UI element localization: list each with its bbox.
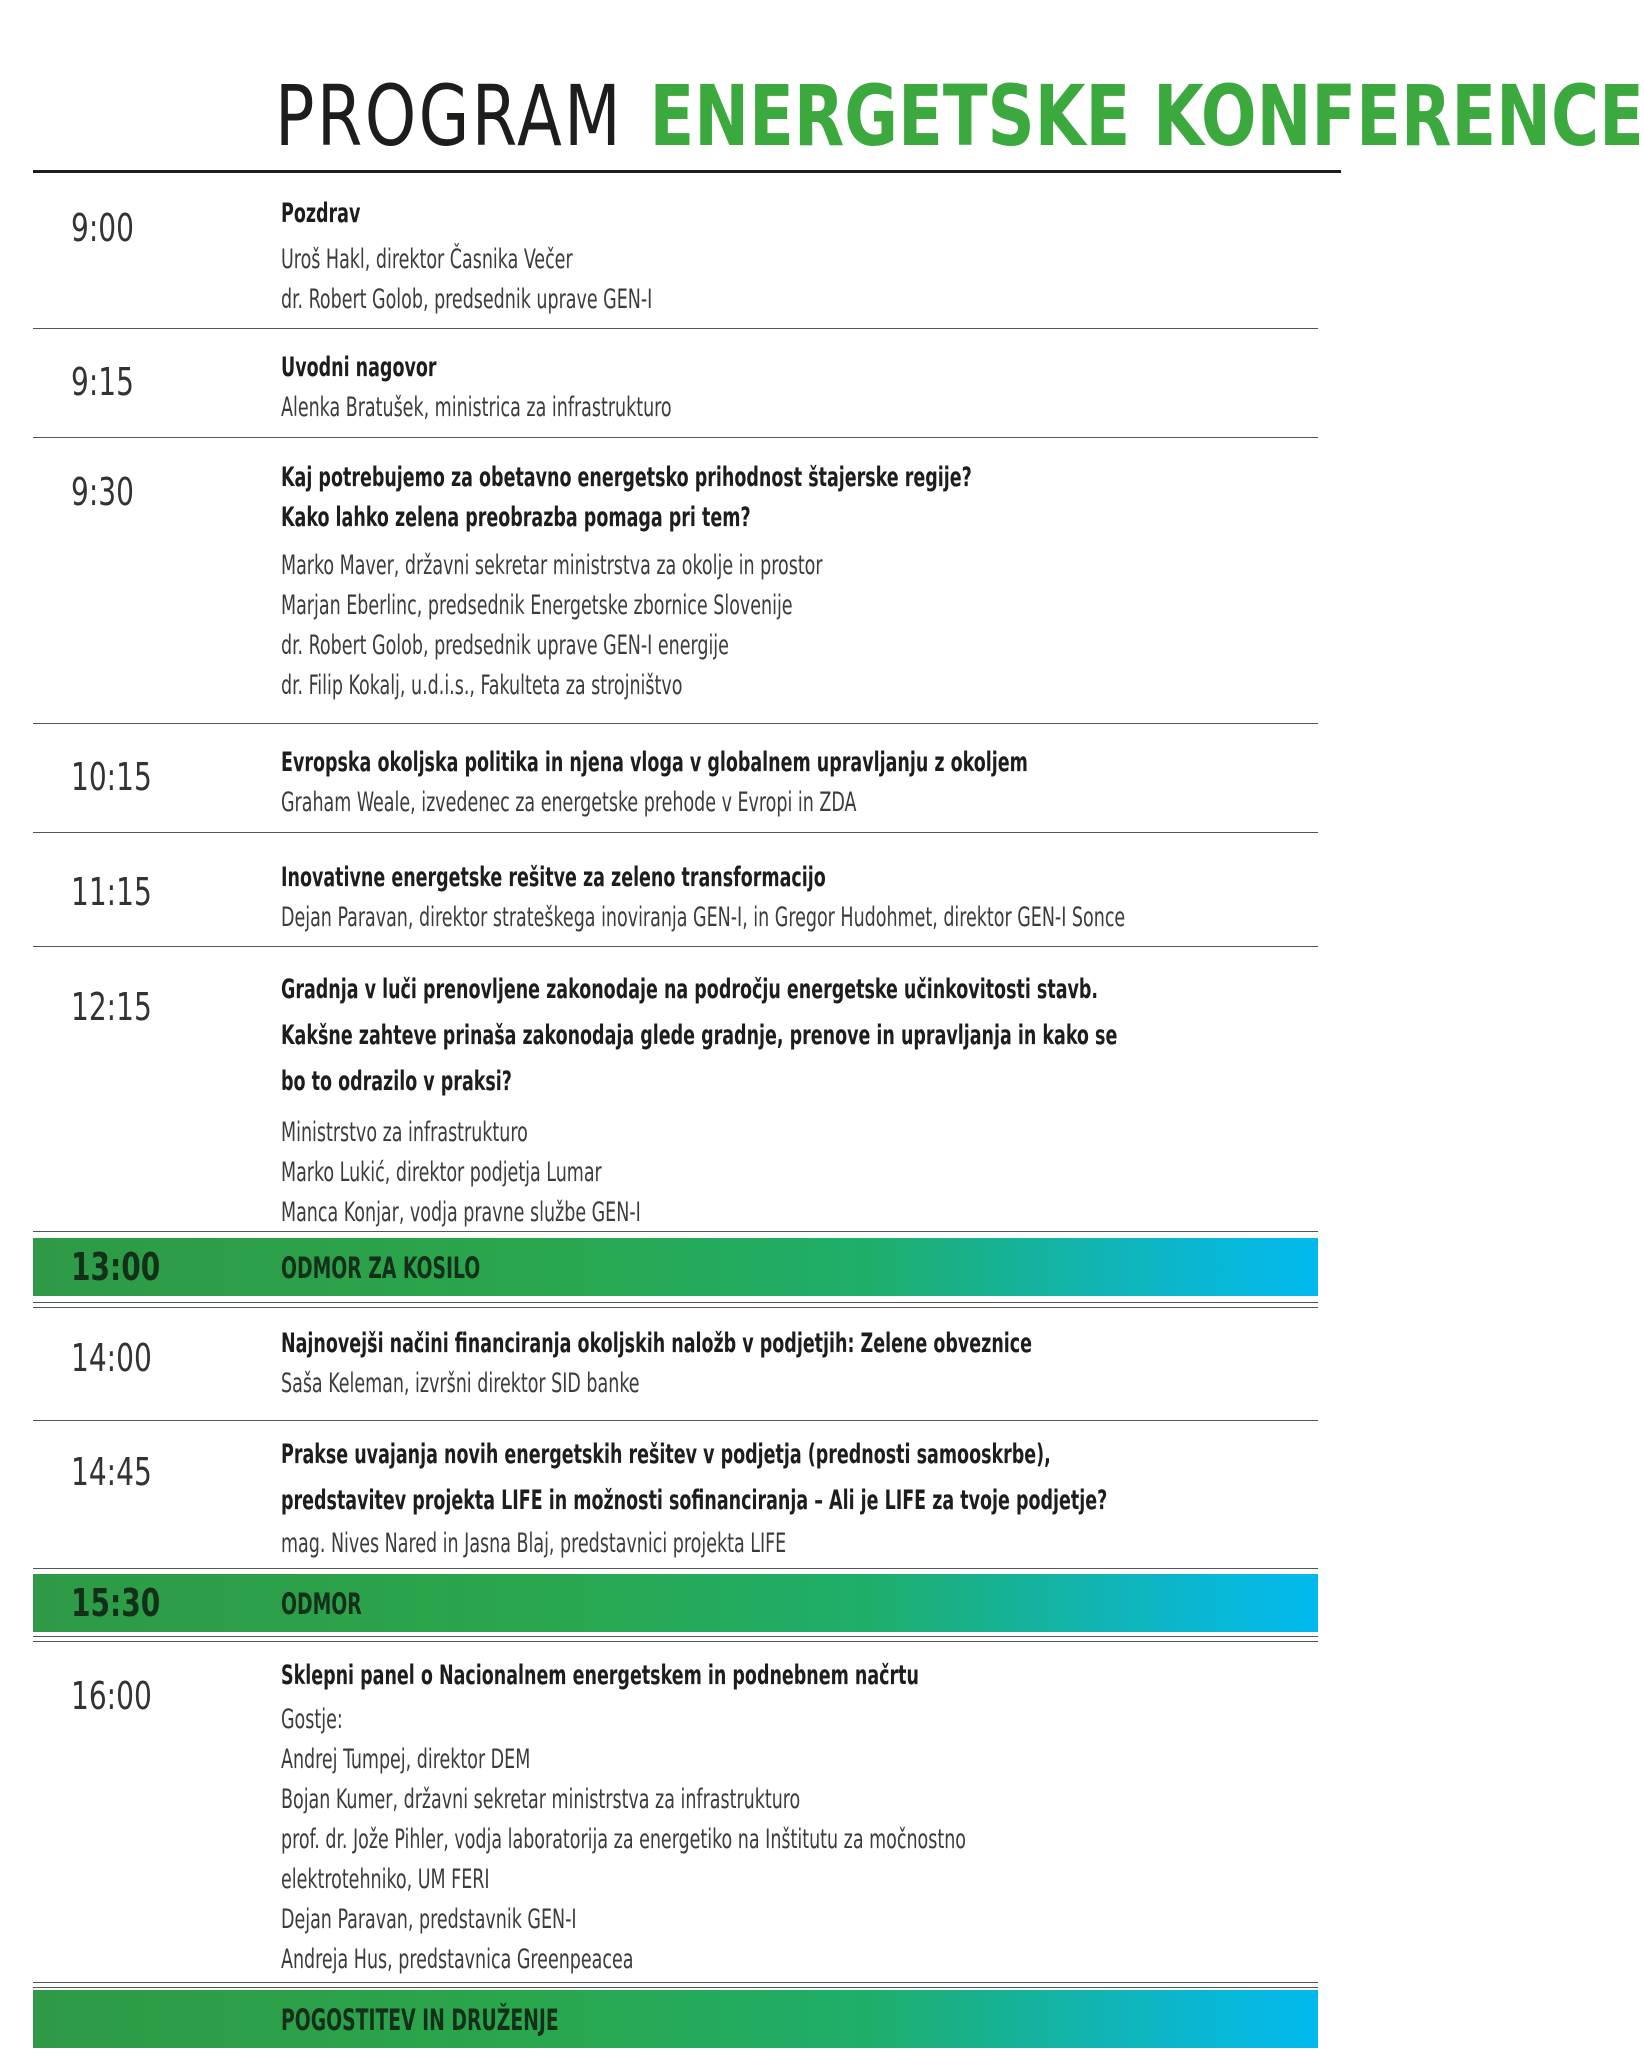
time-label: 16:00 [71, 1674, 152, 1718]
speaker-line: Bojan Kumer, državni sekretar ministrstva za infrastrukturo [281, 1784, 801, 1815]
page-title [275, 68, 1644, 164]
row-divider [33, 1982, 1318, 1988]
time-label: 9:00 [71, 206, 134, 250]
session-title: Uvodni nagovor [281, 352, 437, 383]
break-band-pause [33, 1574, 1318, 1632]
row-divider [33, 1420, 1318, 1421]
row-divider [33, 1302, 1318, 1308]
session-content [281, 1656, 1351, 1980]
session-title: Inovativne energetske rešitve za zeleno transformacijo [281, 862, 826, 893]
time-label: 9:30 [71, 470, 134, 514]
speaker-line: elektrotehniko, UM FERI [281, 1864, 490, 1895]
speaker-line: Alenka Bratušek, ministrica za infrastrukturo [281, 392, 672, 423]
break-time: 15:30 [71, 1581, 161, 1625]
speaker-line: Uroš Hakl, direktor Časnika Večer [281, 244, 573, 275]
title-word-program: PROGRAM [275, 67, 623, 165]
session-title: Sklepni panel o Nacionalnem energetskem in podnebnem načrtu [281, 1660, 919, 1691]
row-divider [33, 723, 1318, 724]
time-label: 10:15 [71, 755, 152, 799]
speaker-line: mag. Nives Nared in Jasna Blaj, predstavnici projekta LIFE [281, 1528, 787, 1559]
session-content [281, 1432, 1351, 1564]
break-time: 13:00 [71, 1245, 161, 1289]
time-label: 12:15 [71, 985, 152, 1029]
time-label: 11:15 [71, 870, 152, 914]
title-word-conference: ENERGETSKE KONFERENCE [649, 67, 1644, 165]
time-label: 14:45 [71, 1450, 152, 1494]
session-title: Gradnja v luči prenovljene zakonodaje na področju energetske učinkovitosti stavb. [281, 974, 1099, 1005]
session-title: Kako lahko zelena preobrazba pomaga pri tem? [281, 502, 751, 533]
break-band-lunch [33, 1238, 1318, 1296]
row-divider [33, 1568, 1318, 1569]
speaker-line: dr. Robert Golob, predsednik uprave GEN-I energije [281, 630, 729, 661]
speaker-line: Marko Maver, državni sekretar ministrstva za okolje in prostor [281, 550, 823, 581]
session-content [281, 348, 1351, 428]
break-label: POGOSTITEV IN DRUŽENJE [281, 2003, 559, 2037]
header-rule [33, 170, 1341, 173]
speaker-line: prof. dr. Jože Pihler, vodja laboratorija za energetiko na Inštitutu za močnostno [281, 1824, 967, 1855]
speaker-line: Saša Keleman, izvršni direktor SID banke [281, 1368, 640, 1399]
row-divider [33, 832, 1318, 833]
session-content [281, 858, 1351, 938]
row-divider [33, 328, 1318, 329]
speaker-line: Dejan Paravan, direktor strateškega inoviranja GEN-I, in Gregor Hudohmet, direktor GEN-I Sonce [281, 902, 1126, 933]
session-title: Kakšne zahteve prinaša zakonodaja glede gradnje, prenove in upravljanja in kako se [281, 1020, 1118, 1051]
speaker-line: Manca Konjar, vodja pravne službe GEN-I [281, 1197, 641, 1228]
break-band-reception [33, 1990, 1318, 2048]
row-divider [33, 1636, 1318, 1642]
speaker-line: Andreja Hus, predstavnica Greenpeacea [281, 1944, 634, 1975]
session-title: Evropska okoljska politika in njena vloga v globalnem upravljanju z okoljem [281, 747, 1028, 778]
speaker-line: Marko Lukić, direktor podjetja Lumar [281, 1157, 602, 1188]
row-divider [33, 1231, 1318, 1232]
session-content [281, 458, 1351, 706]
session-title: Najnovejši načini financiranja okoljskih naložb v podjetjih: Zelene obveznice [281, 1328, 1033, 1359]
session-title: bo to odrazilo v praksi? [281, 1066, 512, 1097]
speaker-line: dr. Filip Kokalj, u.d.i.s., Fakulteta za strojništvo [281, 670, 683, 701]
speaker-line: Ministrstvo za infrastrukturo [281, 1117, 528, 1148]
speaker-line: Gostje: [281, 1704, 343, 1735]
time-label: 9:15 [71, 360, 134, 404]
session-title: Pozdrav [281, 198, 361, 229]
speaker-line: dr. Robert Golob, predsednik uprave GEN-I [281, 284, 653, 315]
session-content [281, 1324, 1351, 1404]
page-header [0, 0, 1644, 172]
row-divider [33, 946, 1318, 947]
speaker-line: Dejan Paravan, predstavnik GEN-I [281, 1904, 577, 1935]
speaker-line: Graham Weale, izvedenec za energetske prehode v Evropi in ZDA [281, 787, 857, 818]
break-label: ODMOR [281, 1587, 362, 1621]
break-label: ODMOR ZA KOSILO [281, 1251, 481, 1285]
time-label: 14:00 [71, 1336, 152, 1380]
session-content [281, 194, 1351, 320]
row-divider [33, 437, 1318, 438]
session-title: Prakse uvajanja novih energetskih rešitev v podjetja (prednosti samooskrbe), [281, 1439, 1051, 1470]
speaker-line: Marjan Eberlinc, predsednik Energetske zbornice Slovenije [281, 590, 793, 621]
session-content [281, 743, 1351, 823]
session-content [281, 967, 1351, 1233]
speaker-line: Andrej Tumpej, direktor DEM [281, 1744, 531, 1775]
session-title: Kaj potrebujemo za obetavno energetsko prihodnost štajerske regije? [281, 462, 972, 493]
session-title: predstavitev projekta LIFE in možnosti sofinanciranja – Ali je LIFE za tvoje podjetje? [281, 1485, 1108, 1516]
